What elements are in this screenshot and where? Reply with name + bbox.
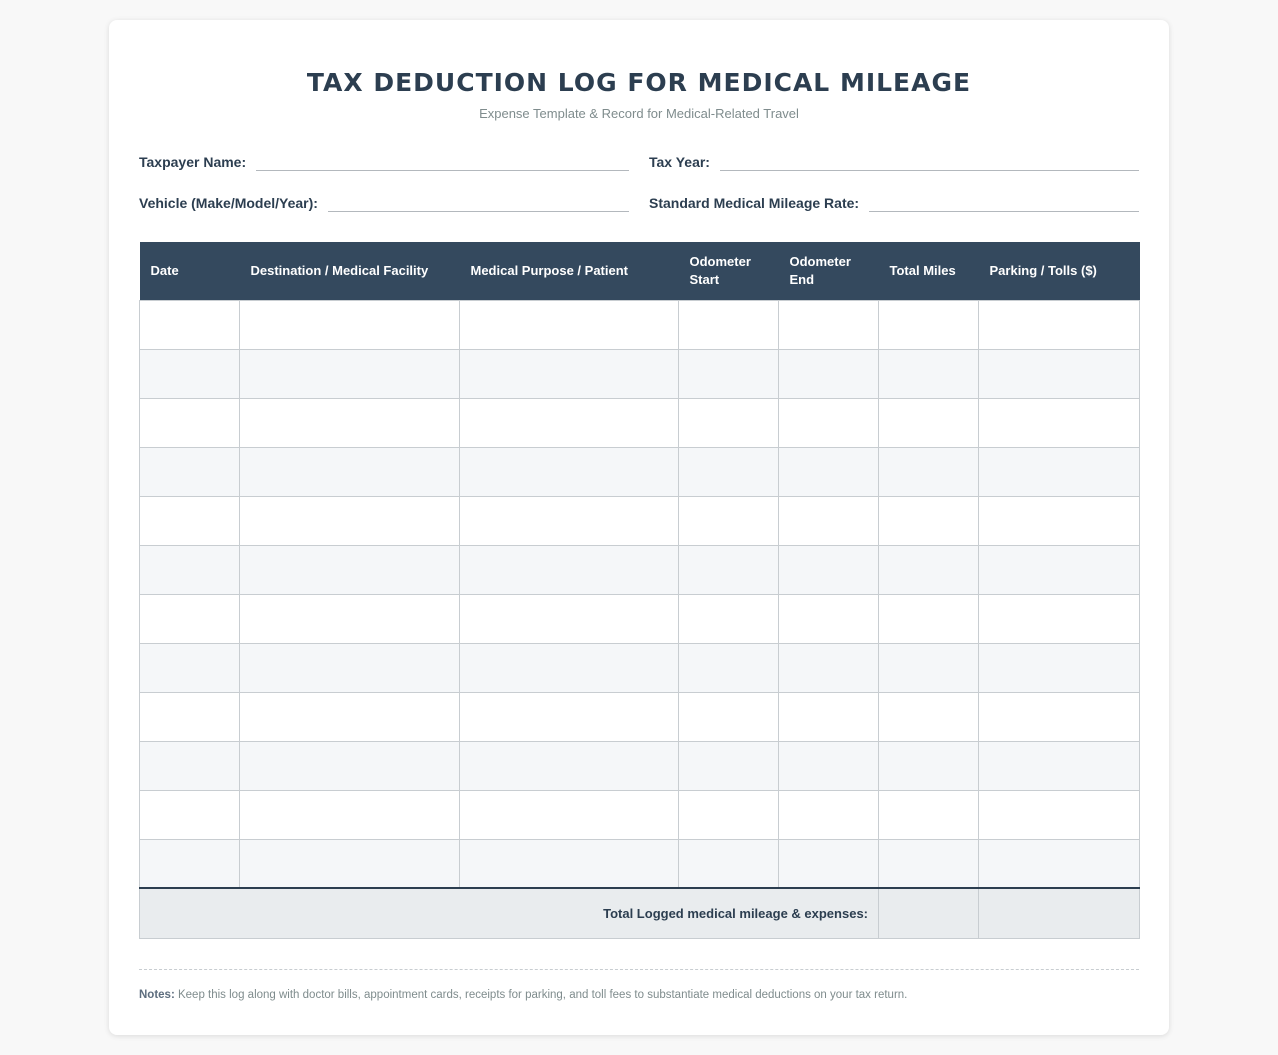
- parking-tolls-cell[interactable]: [979, 447, 1140, 496]
- destination-cell[interactable]: [240, 692, 460, 741]
- parking-tolls-cell[interactable]: [979, 545, 1140, 594]
- parking-tolls-cell[interactable]: [979, 741, 1140, 790]
- column-header-purpose: Medical Purpose / Patient: [460, 242, 679, 300]
- tax-year-input[interactable]: [720, 153, 1139, 171]
- log-sheet: [109, 20, 1169, 1035]
- document-title: TAX DEDUCTION LOG FOR MEDICAL MILEAGE: [306, 68, 972, 97]
- totals-row: [140, 888, 1140, 938]
- table-row: [140, 496, 1140, 545]
- destination-cell[interactable]: [240, 839, 460, 888]
- column-header-date: Date: [140, 242, 240, 300]
- purpose-cell[interactable]: [460, 839, 679, 888]
- purpose-cell[interactable]: [460, 349, 679, 398]
- total-miles-cell[interactable]: [879, 398, 979, 447]
- destination-cell[interactable]: [240, 594, 460, 643]
- parking-tolls-cell[interactable]: [979, 692, 1140, 741]
- total-miles-cell[interactable]: [879, 349, 979, 398]
- odometer-end-cell[interactable]: [779, 839, 879, 888]
- totals-label: Total Logged medical mileage & expenses:: [140, 888, 879, 938]
- odometer-end-cell[interactable]: [779, 349, 879, 398]
- parking-tolls-cell[interactable]: [979, 643, 1140, 692]
- column-header-parking-tolls: Parking / Tolls ($): [979, 242, 1140, 300]
- odometer-end-cell[interactable]: [779, 790, 879, 839]
- date-cell[interactable]: [140, 790, 240, 839]
- table-row: [140, 692, 1140, 741]
- date-cell[interactable]: [140, 300, 240, 349]
- parking-tolls-cell[interactable]: [979, 594, 1140, 643]
- date-cell[interactable]: [140, 741, 240, 790]
- taxpayer-name-label: Taxpayer Name:: [139, 154, 247, 170]
- date-cell[interactable]: [140, 643, 240, 692]
- notes-label: Notes:: [139, 988, 175, 1001]
- table-row: [140, 447, 1140, 496]
- taxpayer-name-input[interactable]: [256, 153, 629, 171]
- date-cell[interactable]: [140, 839, 240, 888]
- notes: [139, 988, 1139, 1002]
- parking-tolls-cell[interactable]: [979, 839, 1140, 888]
- mileage-log-table: [139, 242, 1140, 939]
- destination-cell[interactable]: [240, 545, 460, 594]
- tax-year-label: Tax Year:: [649, 154, 710, 170]
- purpose-cell[interactable]: [460, 594, 679, 643]
- odometer-start-cell[interactable]: [679, 741, 779, 790]
- table-row: [140, 839, 1140, 888]
- odometer-start-cell[interactable]: [679, 300, 779, 349]
- vehicle-input[interactable]: [328, 194, 629, 212]
- total-miles-cell[interactable]: [879, 888, 979, 938]
- column-header-destination: Destination / Medical Facility: [240, 242, 460, 300]
- parking-tolls-cell[interactable]: [979, 496, 1140, 545]
- column-header-odometer-end: Odometer End: [779, 242, 879, 300]
- date-cell[interactable]: [140, 398, 240, 447]
- notes-divider: [139, 969, 1139, 970]
- odometer-start-cell[interactable]: [679, 496, 779, 545]
- mileage-rate-field: [649, 193, 1139, 212]
- notes-text: Keep this log along with doctor bills, appointment cards, receipts for parking, and toll fees to substantiate medical deductions on your tax return.: [177, 988, 908, 1001]
- log-rows: [140, 300, 1140, 888]
- purpose-cell[interactable]: [460, 398, 679, 447]
- column-header-total-miles: Total Miles: [879, 242, 979, 300]
- odometer-end-cell[interactable]: [779, 643, 879, 692]
- total-miles-cell[interactable]: [879, 496, 979, 545]
- total-miles-cell[interactable]: [879, 300, 979, 349]
- total-miles-cell[interactable]: [879, 790, 979, 839]
- table-row: [140, 300, 1140, 349]
- date-cell[interactable]: [140, 594, 240, 643]
- total-miles-cell[interactable]: [879, 545, 979, 594]
- total-parking-tolls-cell[interactable]: [979, 888, 1140, 938]
- destination-cell[interactable]: [240, 447, 460, 496]
- destination-cell[interactable]: [240, 496, 460, 545]
- total-miles-cell[interactable]: [879, 741, 979, 790]
- destination-cell[interactable]: [240, 741, 460, 790]
- vehicle-label: Vehicle (Make/Model/Year):: [139, 195, 318, 211]
- parking-tolls-cell[interactable]: [979, 349, 1140, 398]
- destination-cell[interactable]: [240, 643, 460, 692]
- purpose-cell[interactable]: [460, 300, 679, 349]
- total-miles-cell[interactable]: [879, 447, 979, 496]
- destination-cell[interactable]: [240, 349, 460, 398]
- odometer-end-cell[interactable]: [779, 496, 879, 545]
- vehicle-field: [139, 193, 629, 212]
- purpose-cell[interactable]: [460, 447, 679, 496]
- purpose-cell[interactable]: [460, 496, 679, 545]
- destination-cell[interactable]: [240, 300, 460, 349]
- tax-year-field: [649, 152, 1139, 171]
- mileage-rate-label: Standard Medical Mileage Rate:: [649, 195, 860, 211]
- purpose-cell[interactable]: [460, 643, 679, 692]
- date-cell[interactable]: [140, 496, 240, 545]
- table-row: [140, 790, 1140, 839]
- table-row: [140, 349, 1140, 398]
- odometer-end-cell[interactable]: [779, 692, 879, 741]
- total-miles-cell[interactable]: [879, 594, 979, 643]
- odometer-start-cell[interactable]: [679, 398, 779, 447]
- table-row: [140, 398, 1140, 447]
- odometer-start-cell[interactable]: [679, 839, 779, 888]
- date-cell[interactable]: [140, 447, 240, 496]
- purpose-cell[interactable]: [460, 790, 679, 839]
- column-header-odometer-start: Odometer Start: [679, 242, 779, 300]
- document-subtitle: Expense Template & Record for Medical-Related Travel: [479, 106, 799, 121]
- table-row: [140, 741, 1140, 790]
- odometer-start-cell[interactable]: [679, 692, 779, 741]
- total-miles-cell[interactable]: [879, 692, 979, 741]
- table-row: [140, 643, 1140, 692]
- odometer-end-cell[interactable]: [779, 300, 879, 349]
- odometer-start-cell[interactable]: [679, 643, 779, 692]
- odometer-end-cell[interactable]: [779, 594, 879, 643]
- date-cell[interactable]: [140, 545, 240, 594]
- destination-cell[interactable]: [240, 398, 460, 447]
- table-header-row: [140, 242, 1140, 300]
- table-row: [140, 545, 1140, 594]
- table-row: [140, 594, 1140, 643]
- purpose-cell[interactable]: [460, 692, 679, 741]
- odometer-start-cell[interactable]: [679, 594, 779, 643]
- purpose-cell[interactable]: [460, 545, 679, 594]
- parking-tolls-cell[interactable]: [979, 300, 1140, 349]
- odometer-start-cell[interactable]: [679, 545, 779, 594]
- date-cell[interactable]: [140, 692, 240, 741]
- taxpayer-fields: [139, 152, 1139, 212]
- destination-cell[interactable]: [240, 790, 460, 839]
- odometer-end-cell[interactable]: [779, 398, 879, 447]
- total-miles-cell[interactable]: [879, 643, 979, 692]
- odometer-start-cell[interactable]: [679, 447, 779, 496]
- date-cell[interactable]: [140, 349, 240, 398]
- odometer-end-cell[interactable]: [779, 741, 879, 790]
- total-miles-cell[interactable]: [879, 839, 979, 888]
- parking-tolls-cell[interactable]: [979, 790, 1140, 839]
- odometer-start-cell[interactable]: [679, 349, 779, 398]
- taxpayer-name-field: [139, 152, 629, 171]
- purpose-cell[interactable]: [460, 741, 679, 790]
- odometer-end-cell[interactable]: [779, 545, 879, 594]
- mileage-rate-input[interactable]: [869, 194, 1139, 212]
- odometer-start-cell[interactable]: [679, 790, 779, 839]
- odometer-end-cell[interactable]: [779, 447, 879, 496]
- parking-tolls-cell[interactable]: [979, 398, 1140, 447]
